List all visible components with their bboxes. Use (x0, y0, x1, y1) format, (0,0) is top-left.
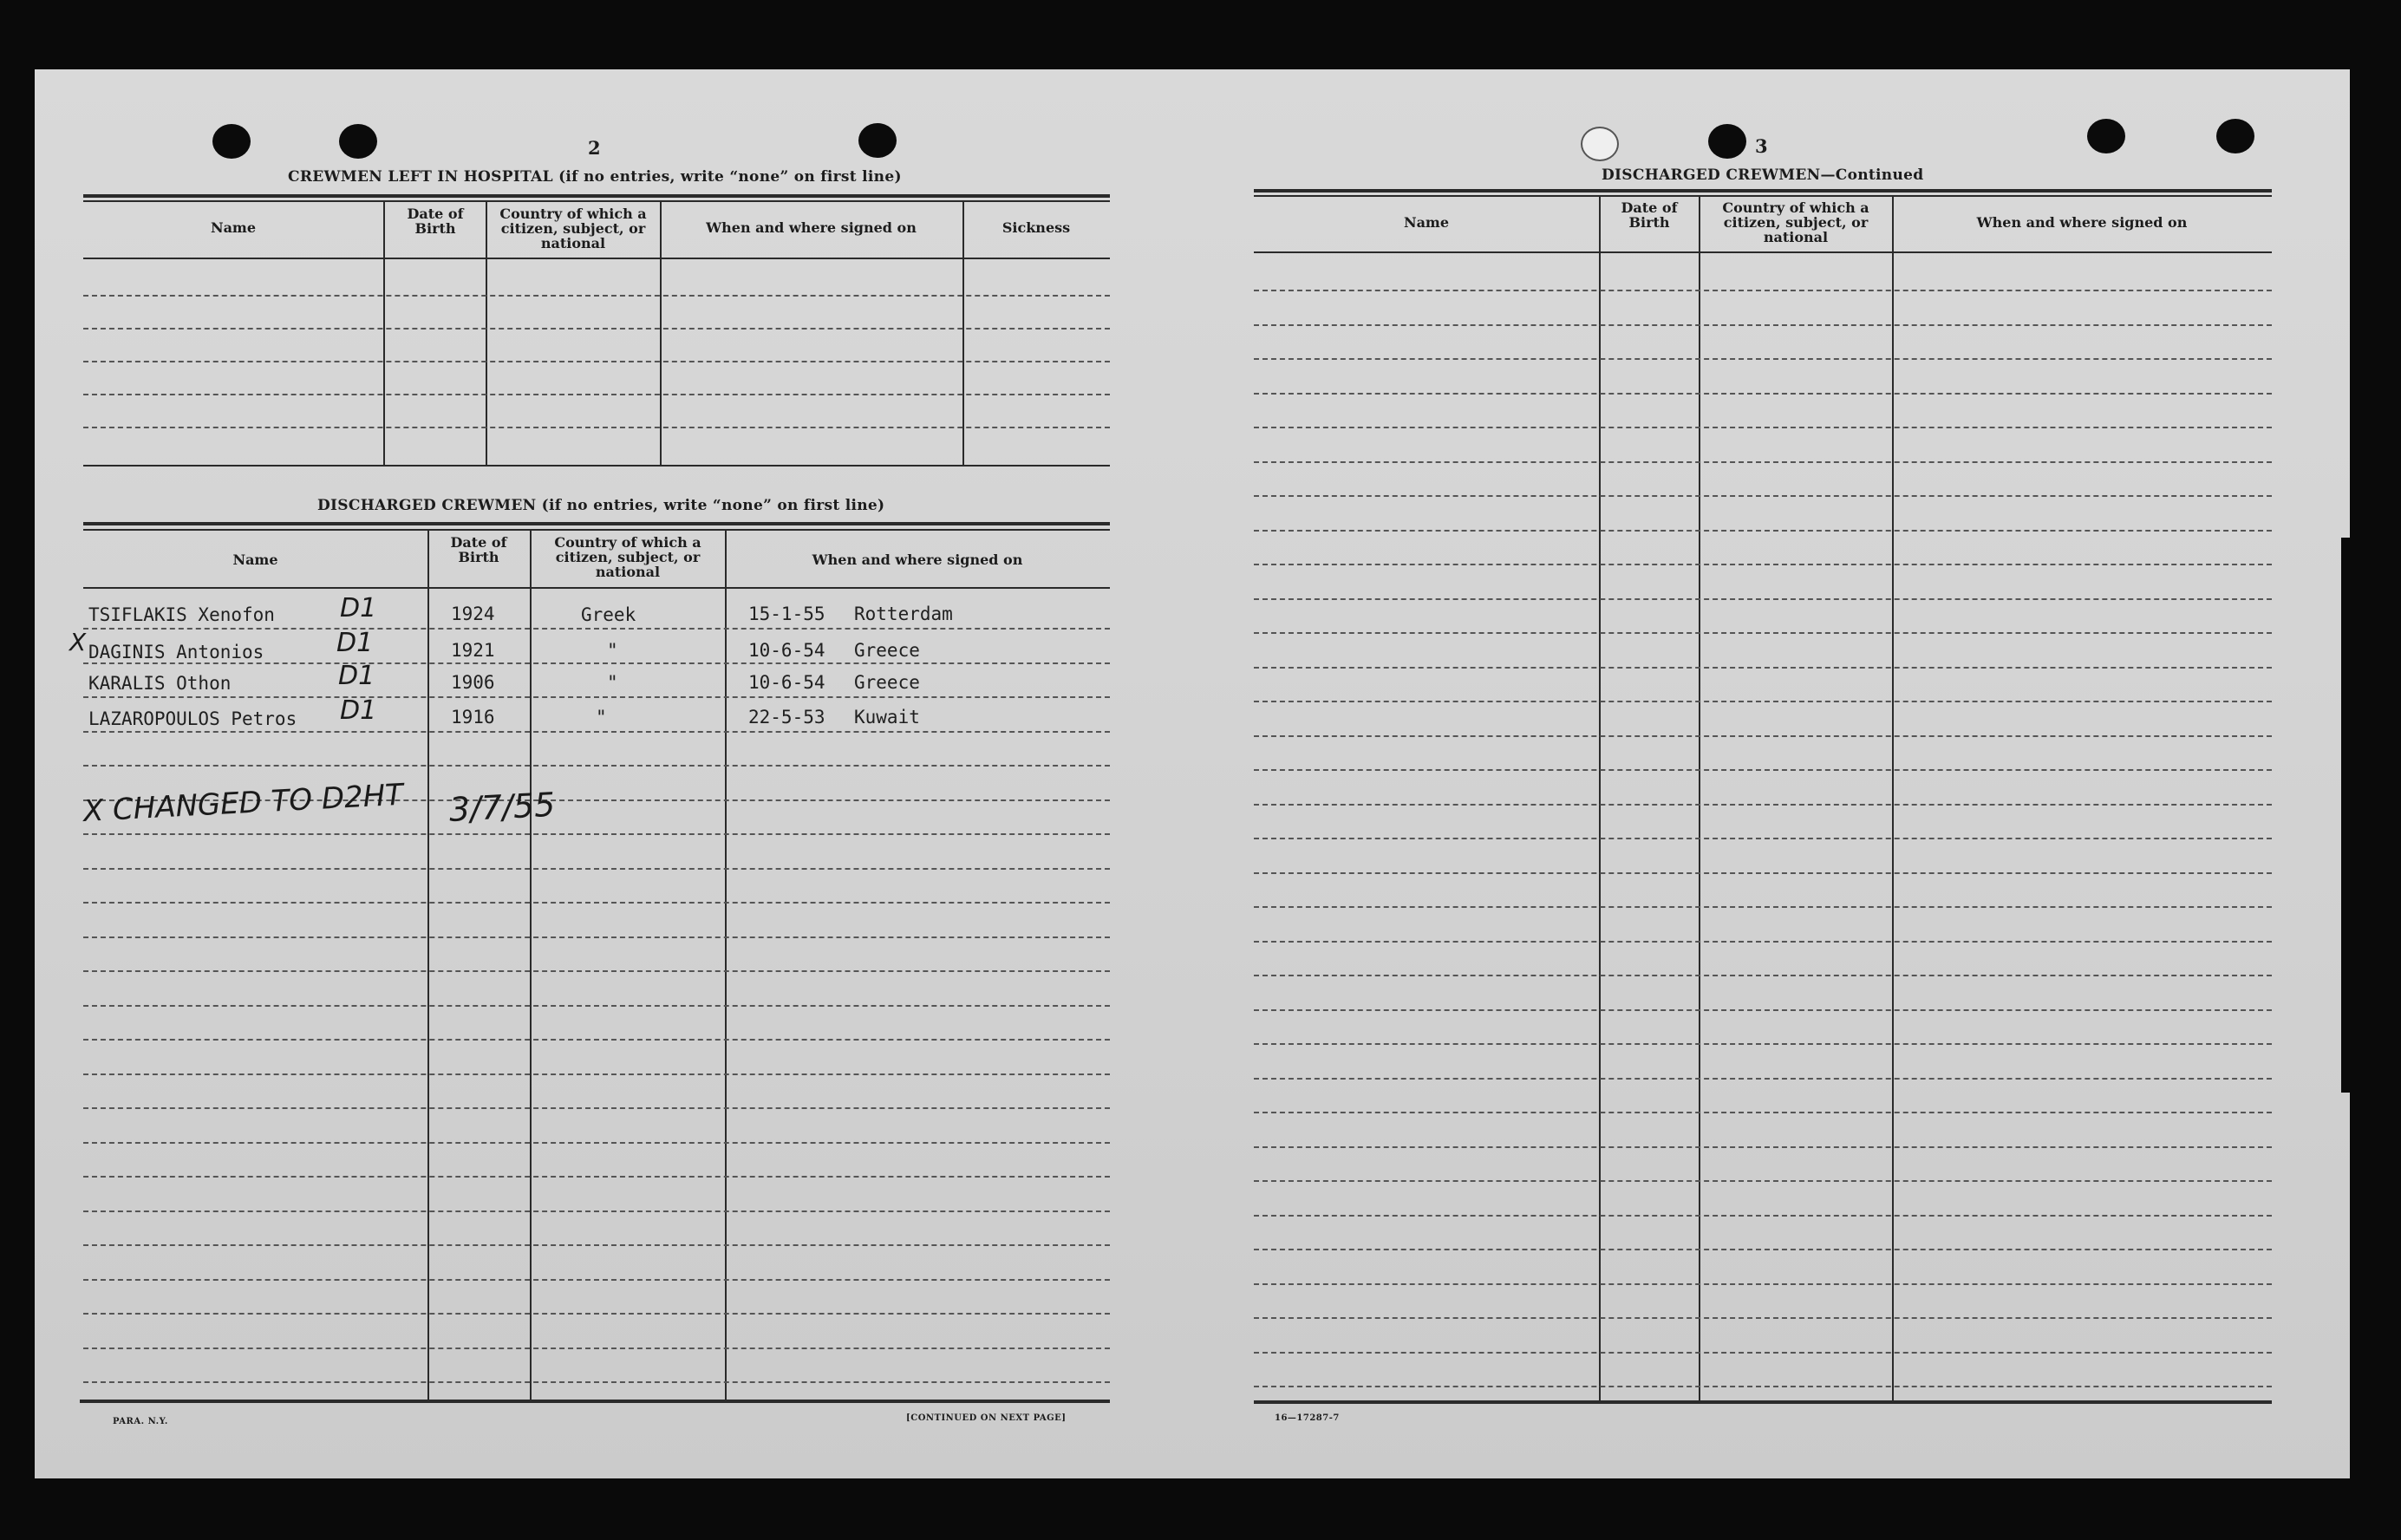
entry-line (1254, 941, 2272, 943)
continued-note: [CONTINUED ON NEXT PAGE] (906, 1413, 1067, 1423)
crew-discharge-code: D1 (340, 695, 377, 726)
entry-line (1254, 906, 2272, 908)
entry-line (1254, 667, 2272, 669)
punch-hole (2216, 119, 2254, 153)
entry-line (83, 970, 1110, 972)
entry-line (1254, 1043, 2272, 1045)
discharged-header-rule (83, 587, 1110, 589)
hospital-entry-line (83, 295, 1110, 297)
entry-line (1254, 769, 2272, 771)
entry-line (83, 1244, 1110, 1246)
hospital-col-birth: Date of Birth (407, 206, 464, 237)
torn-edge-shadow (2341, 538, 2359, 1093)
entry-line (83, 868, 1110, 870)
entry-line (1254, 1078, 2272, 1080)
entry-line (1254, 1249, 2272, 1250)
entry-line (1254, 1009, 2272, 1011)
crew-country: " (596, 707, 607, 728)
right-col-divider (1892, 196, 1894, 1403)
crew-birth: 1906 (451, 672, 495, 693)
right-col-country: Country of which a citizen, subject, or national (1722, 199, 1869, 245)
entry-line (1254, 461, 2272, 463)
crew-name: KARALIS Othon (88, 673, 232, 694)
entry-line (1254, 735, 2272, 737)
crew-prefix-mark: X (69, 628, 87, 656)
entry-line (83, 1039, 1110, 1041)
entry-line (83, 833, 1110, 835)
entry-line (1254, 290, 2272, 291)
punch-hole (1581, 127, 1619, 161)
crew-discharge-code: D1 (336, 628, 374, 658)
discharged-col-name: Name (232, 551, 278, 568)
crew-signed-place: Greece (854, 640, 920, 661)
crew-name: LAZAROPOULOS Petros (88, 708, 297, 729)
punch-hole (212, 124, 251, 159)
entry-line (83, 765, 1110, 767)
entry-line (1254, 393, 2272, 395)
punch-hole (858, 123, 897, 158)
crew-country: " (607, 640, 618, 661)
right-top-rule-2 (1254, 195, 2272, 197)
hospital-col-name: Name (210, 219, 257, 236)
hospital-col-sickness: Sickness (1002, 219, 1071, 236)
hospital-col-country: Country of which a citizen, subject, or national (499, 206, 647, 251)
handwritten-change-date: 3/7/55 (447, 785, 557, 829)
crew-signed-place: Kuwait (854, 707, 920, 728)
entry-line (1254, 1317, 2272, 1319)
crew-birth: 1921 (451, 640, 495, 661)
entry-line (1254, 1352, 2272, 1354)
entry-line (83, 1005, 1110, 1007)
discharged-section-heading: DISCHARGED CREWMEN (if no entries, write “none” on first line) (317, 497, 885, 514)
page-number-left: 2 (588, 137, 601, 159)
discharged-col-signed: When and where signed on (812, 551, 1023, 568)
punch-hole (2087, 119, 2125, 153)
entry-line (1254, 975, 2272, 976)
entry-line (1254, 564, 2272, 565)
right-col-divider (1599, 196, 1601, 1403)
crew-name: DAGINIS Antonios (88, 642, 264, 662)
document-sheet (35, 69, 2350, 1478)
entry-line (1254, 1386, 2272, 1387)
entry-line (1254, 358, 2272, 360)
entry-line (1254, 701, 2272, 702)
crew-signed-date: 15-1-55 (748, 604, 825, 624)
crew-birth: 1916 (451, 707, 495, 728)
right-header-rule (1254, 251, 2272, 253)
discharged-col-divider (530, 530, 532, 1401)
entry-line (83, 1313, 1110, 1315)
discharged-bottom-rule (80, 1400, 1110, 1403)
entry-line (83, 1381, 1110, 1383)
discharged-col-divider (725, 530, 727, 1401)
discharged-col-birth: Date of Birth (450, 534, 507, 565)
entry-line (83, 1176, 1110, 1178)
crew-name: TSIFLAKIS Xenofon (88, 604, 275, 625)
crew-signed-date: 10-6-54 (748, 640, 825, 661)
entry-line (83, 1279, 1110, 1281)
right-col-name: Name (1403, 214, 1450, 231)
crew-discharge-code: D1 (338, 661, 375, 691)
entry-line (1254, 838, 2272, 839)
crew-country: " (607, 672, 618, 693)
entry-line (1254, 1283, 2272, 1285)
entry-line (83, 1142, 1110, 1144)
right-col-signed: When and where signed on (1976, 214, 2188, 231)
entry-line (83, 936, 1110, 938)
crew-birth: 1924 (451, 604, 495, 624)
printer-mark: PARA. N.Y. (113, 1417, 168, 1426)
punch-hole (1708, 124, 1746, 159)
entry-line (83, 1348, 1110, 1349)
entry-line (1254, 1146, 2272, 1148)
hospital-bottom-rule (83, 465, 1110, 467)
crew-signed-date: 22-5-53 (748, 707, 825, 728)
discharged-top-rule-2 (83, 529, 1110, 531)
discharged-top-rule (83, 522, 1110, 525)
hospital-entry-line (83, 394, 1110, 395)
entry-line (1254, 1180, 2272, 1182)
right-top-rule (1254, 189, 2272, 192)
hospital-header-rule (83, 258, 1110, 259)
crew-signed-place: Rotterdam (854, 604, 953, 624)
entry-line (1254, 632, 2272, 634)
entry-line (83, 1073, 1110, 1075)
hospital-section-heading: CREWMEN LEFT IN HOSPITAL (if no entries, write “none” on first line) (288, 168, 902, 186)
form-number: 16—17287-7 (1275, 1413, 1340, 1423)
page-number-right: 3 (1755, 135, 1768, 157)
entry-line (1254, 872, 2272, 874)
entry-line (1254, 804, 2272, 806)
discharged-col-divider (427, 530, 429, 1401)
hospital-top-rule-2 (83, 200, 1110, 202)
entry-line (83, 696, 1110, 698)
entry-line (1254, 530, 2272, 532)
hospital-col-signed: When and where signed on (706, 219, 917, 236)
entry-line (83, 731, 1110, 733)
crew-signed-date: 10-6-54 (748, 672, 825, 693)
entry-line (1254, 598, 2272, 600)
punch-hole (339, 124, 377, 159)
entry-line (1254, 324, 2272, 326)
entry-line (83, 902, 1110, 904)
crew-country: Greek (581, 604, 636, 625)
entry-line (1254, 427, 2272, 428)
right-bottom-rule (1254, 1400, 2272, 1404)
entry-line (83, 1210, 1110, 1212)
crew-signed-place: Greece (854, 672, 920, 693)
handwritten-change-note: X CHANGED TO D2HT (82, 777, 404, 829)
hospital-top-rule (83, 194, 1110, 198)
entry-line (1254, 1112, 2272, 1113)
entry-line (1254, 1215, 2272, 1217)
discharged-continued-heading: DISCHARGED CREWMEN—Continued (1602, 166, 1924, 184)
entry-line (83, 1107, 1110, 1109)
hospital-entry-line (83, 328, 1110, 330)
right-col-birth: Date of Birth (1621, 199, 1678, 231)
entry-line (83, 628, 1110, 630)
entry-line (1254, 495, 2272, 497)
hospital-entry-line (83, 361, 1110, 362)
hospital-entry-line (83, 427, 1110, 428)
crew-discharge-code: D1 (340, 593, 377, 623)
discharged-col-country: Country of which a citizen, subject, or national (554, 534, 701, 580)
right-col-divider (1699, 196, 1700, 1403)
